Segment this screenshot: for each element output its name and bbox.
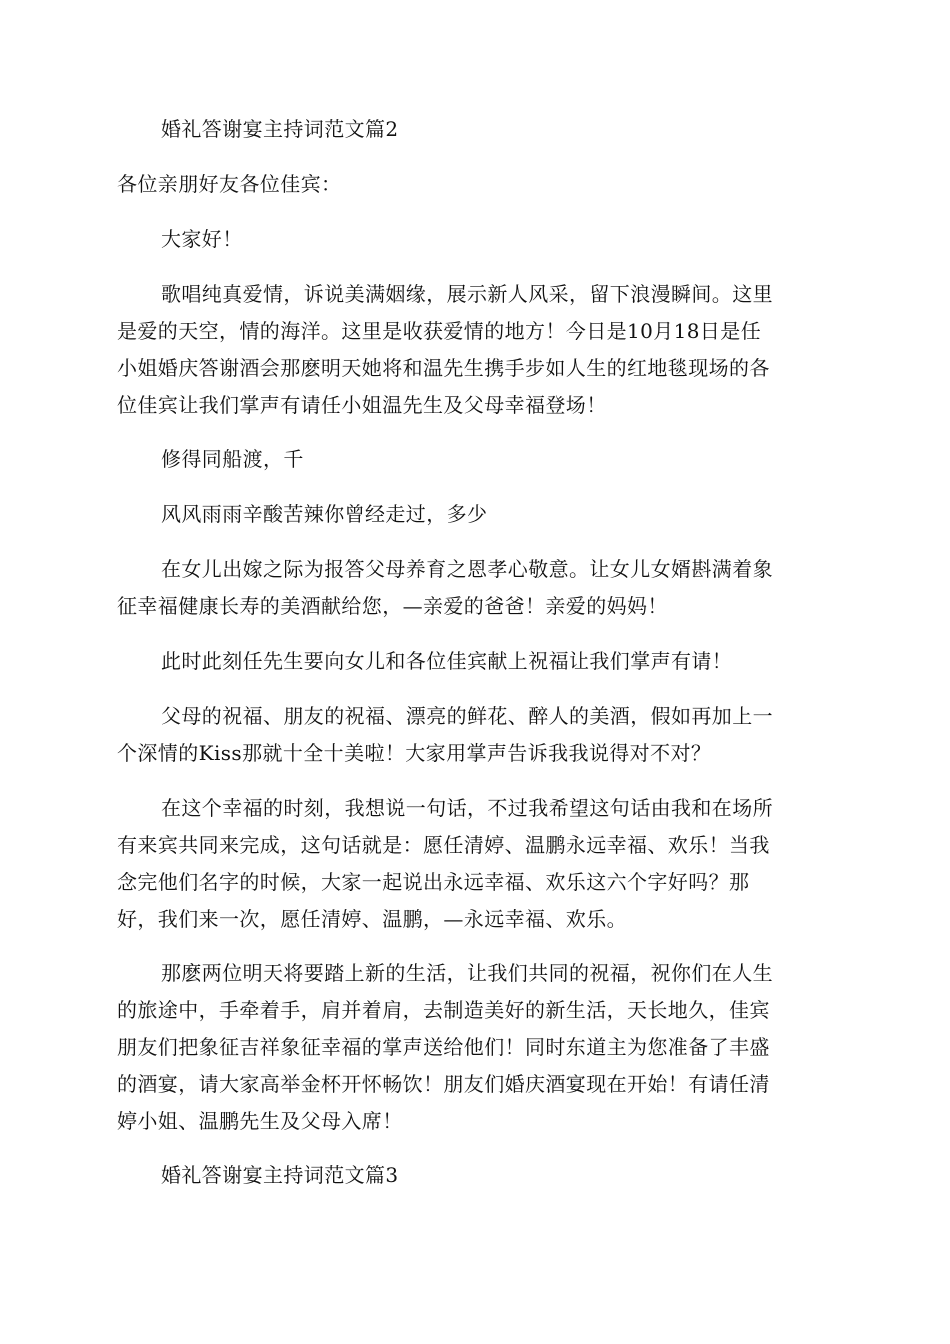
paragraph-fate [117, 441, 833, 478]
section-heading [117, 111, 833, 148]
salutation-text: 各位亲朋好友各位佳宾： [117, 172, 342, 196]
paragraph-line: 朋友们把象征吉祥象征幸福的掌声送给他们！同时东道主为您准备了丰盛 [117, 1035, 770, 1059]
paragraph-line: 风风雨雨辛酸苦辣你曾经走过，多少 [161, 502, 488, 526]
salutation [117, 166, 833, 203]
paragraph-opening [117, 276, 833, 424]
greeting [117, 221, 833, 258]
greeting-text: 大家好！ [161, 227, 243, 251]
paragraph-line: 位佳宾让我们掌声有请任小姐温先生及父母幸福登场！ [117, 393, 607, 417]
paragraph-line: 是爱的天空，情的海洋。这里是收获爱情的地方！今日是10月18日是任 [117, 319, 762, 343]
paragraph-wish [117, 790, 833, 938]
paragraph-line: 此时此刻任先生要向女儿和各位佳宾献上祝福让我们掌声有请！ [161, 649, 733, 673]
paragraph-line: 的酒宴，请大家高举金杯开怀畅饮！朋友们婚庆酒宴现在开始！有请任清 [117, 1072, 770, 1096]
paragraph-line: 有来宾共同来完成，这句话就是：愿任清婷、温鹏永远幸福、欢乐！当我 [117, 833, 770, 857]
paragraph-line: 的旅途中，手牵着手，肩并着肩，去制造美好的新生活，天长地久，佳宾 [117, 998, 770, 1022]
section-heading [117, 1157, 833, 1194]
paragraph-line: 那麽两位明天将要踏上新的生活，让我们共同的祝福，祝你们在人生 [161, 961, 773, 985]
section-heading-text: 婚礼答谢宴主持词范文篇3 [161, 1163, 399, 1187]
paragraph-line: 在女儿出嫁之际为报答父母养育之恩孝心敬意。让女儿女婿斟满着象 [161, 557, 773, 581]
section-heading-text: 婚礼答谢宴主持词范文篇2 [161, 117, 399, 141]
paragraph-feast [117, 955, 833, 1140]
paragraph-line: 歌唱纯真爱情，诉说美满姻缘，展示新人风采，留下浪漫瞬间。这里 [161, 282, 773, 306]
paragraph-line: 念完他们名字的时候，大家一起说出永远幸福、欢乐这六个字好吗？那 [117, 870, 750, 894]
paragraph-line: 父母的祝福、朋友的祝福、漂亮的鲜花、醉人的美酒，假如再加上一 [161, 704, 773, 728]
paragraph-line: 征幸福健康长寿的美酒献给您，—亲爱的爸爸！亲爱的妈妈！ [117, 594, 668, 618]
paragraph-blessing [117, 643, 833, 680]
paragraph-hardship [117, 496, 833, 533]
paragraph-line: 婷小姐、温鹏先生及父母入席！ [117, 1109, 403, 1133]
paragraph-kiss [117, 698, 833, 772]
paragraph-line: 在这个幸福的时刻，我想说一句话，不过我希望这句话由我和在场所 [161, 796, 773, 820]
paragraph-line: 好，我们来一次，愿任清婷、温鹏，—永远幸福、欢乐。 [117, 907, 627, 931]
paragraph-gratitude [117, 551, 833, 625]
paragraph-line: 个深情的Kiss那就十全十美啦！大家用掌声告诉我我说得对不对？ [117, 741, 712, 765]
paragraph-line: 小姐婚庆答谢酒会那麽明天她将和温先生携手步如人生的红地毯现场的各 [117, 356, 770, 380]
paragraph-line: 修得同船渡，千 [161, 447, 304, 471]
